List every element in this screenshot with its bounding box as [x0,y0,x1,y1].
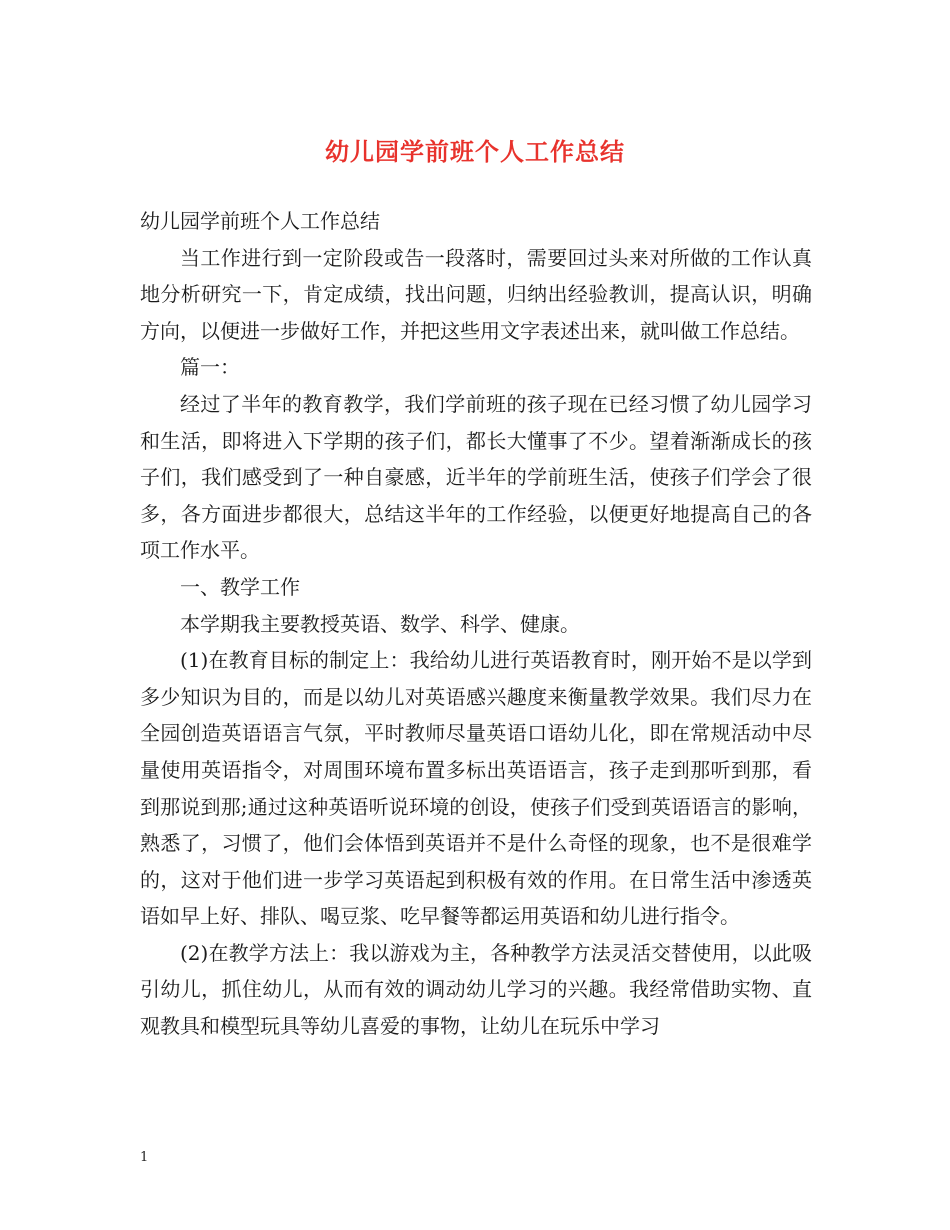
body-paragraph: 经过了半年的教育教学，我们学前班的孩子现在已经习惯了幼儿园学习和生活，即将进入下学期的孩子们，都长大懂事了不少。望着渐渐成长的孩子们，我们感受到了一种自豪感，近半年的学前班生活，使孩子们学会了很多，各方面进步都很大，总结这半年的工作经验，以便更好地提高自己的各项工作水平。 [140,391,812,563]
document-title: 幼儿园学前班个人工作总结 [325,137,625,166]
document-body [140,203,812,1045]
body-paragraph: 本学期我主要教授英语、数学、科学、健康。 [180,611,580,636]
body-paragraph: (1)在教育目标的制定上：我给幼儿进行英语教育时，刚开始不是以学到多少知识为目的，而是以幼儿对英语感兴趣度来衡量教学效果。我们尽力在全园创造英语语言气氛，平时教师尽量英语口语幼儿化，即在常规活动中尽量使用英语指令，对周围环境布置多标出英语语言，孩子走到那听到那，看到那说到那;通过这种英语听说环境的创设，使孩子们受到英语语言的影响，熟悉了，习惯了，他们会体悟到英语并不是什么奇怪的现象，也不是很难学的，这对于他们进一步学习英语起到积极有效的作用。在日常生活中渗透英语如早上好、排队、喝豆浆、吃早餐等都运用英语和幼儿进行指令。 [140,648,812,929]
page-number: 1 [140,1150,149,1165]
body-paragraph: (2)在教学方法上：我以游戏为主，各种教学方法灵活交替使用，以此吸引幼儿，抓住幼儿，从而有效的调动幼儿学习的兴趣。我经常借助实物、直观教具和模型玩具等幼儿喜爱的事物，让幼儿在玩乐中学习 [140,940,812,1039]
subtitle-paragraph: 幼儿园学前班个人工作总结 [140,209,380,233]
section-heading-part-one: 篇一： [180,355,240,380]
section-heading-teaching: 一、教学工作 [180,574,300,599]
intro-paragraph: 当工作进行到一定阶段或告一段落时，需要回过头来对所做的工作认真地分析研究一下，肯定成绩，找出问题，归纳出经验教训，提高认识，明确方向，以便进一步做好工作，并把这些用文字表述出来，就叫做工作总结。 [140,245,812,343]
